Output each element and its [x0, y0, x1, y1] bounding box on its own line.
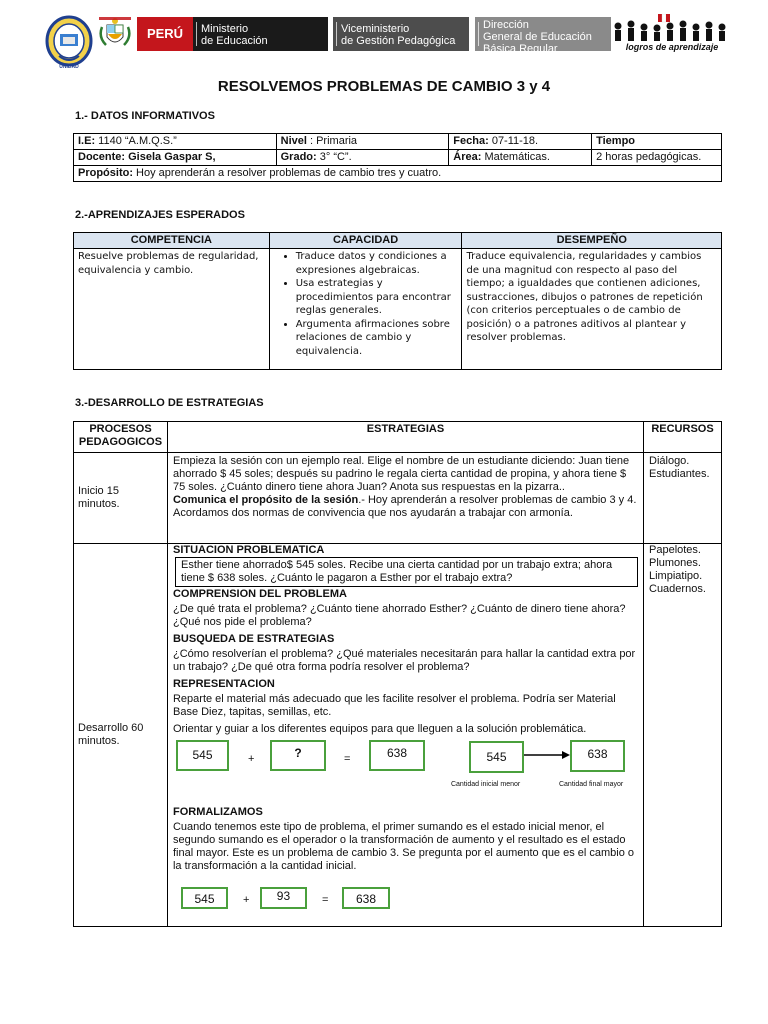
ministerio-label	[193, 17, 328, 51]
grado-cell	[276, 150, 449, 166]
section-1-heading: 1.- DATOS INFORMATIVOS	[75, 110, 215, 122]
table-row	[74, 166, 722, 182]
eq1-equals: =	[343, 753, 351, 765]
recurso-item: Estudiantes.	[649, 468, 710, 480]
table-row-inicio	[74, 453, 722, 544]
representacion-label: REPRESENTACION	[172, 678, 275, 690]
eq1-plus: +	[247, 753, 255, 765]
aprendizajes-table	[73, 232, 722, 370]
situacion-box: Esther tiene ahorrado$ 545 soles. Recibe una cierta cantidad por un trabajo extra; ahora tiene $ 638 soles. ¿Cuánto le pagaron a Esther por el trabajo extra?	[175, 557, 638, 587]
section-3-heading: 3.-DESARROLLO DE ESTRATEGIAS	[75, 397, 264, 409]
flow-box-final: 638	[570, 740, 625, 772]
column-header-estrategias: ESTRATEGIAS	[167, 422, 643, 453]
comunica-texto: .- Hoy aprenderán a resolver problemas de cambio 3 y 4. Acordamos dos normas de convivencia que nos ayudarán a trabajar con armonía.	[172, 494, 637, 519]
column-header-desempeno: DESEMPEÑO	[462, 233, 722, 249]
direccion-line-2: General de Educación	[483, 31, 592, 43]
eq1-box-c: 638	[369, 740, 425, 771]
nivel-label: Nivel	[280, 135, 307, 147]
eq2-equals: =	[321, 894, 329, 906]
tiempo-value: 2 horas pedagógicas.	[596, 151, 702, 163]
busqueda-label: BUSQUEDA DE ESTRATEGIAS	[172, 633, 335, 645]
flow-label-final: Cantidad final mayor	[558, 781, 624, 788]
busqueda-texto: ¿Cómo resolverían el problema? ¿Qué materiales necesitarán para hallar la cantidad extra por un trabajo? ¿De qué otra forma podría resolver el problema?	[172, 648, 636, 673]
table-row	[74, 249, 722, 370]
viceministerio-line-1: Viceministerio	[341, 23, 410, 35]
viceministerio-line-2: de Gestión Pedagógica	[341, 35, 456, 47]
column-header-competencia: COMPETENCIA	[74, 233, 270, 249]
direccion-line-1: Dirección	[483, 19, 529, 31]
fecha-value: 07-11-18.	[488, 135, 539, 147]
ministerio-line-2: de Educación	[201, 35, 268, 47]
desarrollo-proceso: Desarrollo 60 minutos.	[74, 544, 168, 927]
seal-text: UNIDAD	[59, 64, 79, 70]
inicio-proceso: Inicio 15 minutos.	[74, 453, 168, 544]
tiempo-label-cell	[592, 134, 722, 150]
formalizamos-texto: Cuando tenemos este tipo de problema, el primer sumando es el estado inicial menor, el segundo sumando es el operador o la transformación de aumento y el resultado es el estado final mayor. Este es un problema de cambio 3. Se pregunta por el aumento que es el cambio o la transformación a la cantidad inicial.	[172, 821, 635, 872]
page-title: RESOLVEMOS PROBLEMAS DE CAMBIO 3 y 4	[217, 78, 551, 95]
area-cell	[449, 150, 592, 166]
viceministerio-label	[333, 17, 469, 51]
inicio-texto: Empieza la sesión con un ejemplo real. Elige el nombre de un estudiante diciendo: Juan tiene ahorrado $ 45 soles; después su padrino le regala cierta cantidad de propina, y ahora tiene $ 75 soles. ¿Cuánto dinero tiene ahora Juan? Anota sus respuestas en la pizarra..	[172, 455, 630, 493]
comprension-texto: ¿De qué trata el problema? ¿Cuánto tiene ahorrado Esther? ¿Cuánto de dinero tiene ahora? ¿Qué nos pide el problema?	[172, 603, 626, 628]
comprension-label: COMPRENSION DEL PROBLEMA	[172, 588, 347, 600]
eq1-box-b: ?	[270, 740, 326, 771]
desempeno-cell: Traduce equivalencia, regularidades y cambios de una magnitud con respecto al paso del tiempo; a igualdades que contienen adiciones, sustracciones, dibujos o patrones de repetición (con criterios perceptuales o de cambio de posición) o a patrones aditivos al plantear y resolver problemas.	[462, 249, 722, 370]
eq1-box-a: 545	[176, 740, 229, 771]
section-2-heading: 2.-APRENDIZAJES ESPERADOS	[75, 209, 245, 221]
table-row-desarrollo	[74, 544, 722, 927]
column-header-capacidad: CAPACIDAD	[269, 233, 462, 249]
table-row	[74, 134, 722, 150]
eq2-box-a: 545	[181, 887, 228, 909]
representacion-texto: Reparte el material más adecuado que les facilite resolver el problema. Podría ser Material Base Diez, tapitas, semillas, etc.	[172, 693, 616, 718]
fecha-label: Fecha:	[453, 135, 489, 147]
table-row	[74, 150, 722, 166]
ministerio-line-1: Ministerio	[201, 23, 249, 35]
institution-seal	[45, 14, 93, 72]
area-value: Matemáticas.	[481, 151, 550, 163]
estrategias-table	[73, 421, 722, 927]
eq2-plus: +	[242, 894, 250, 906]
proposito-label: Propósito:	[78, 167, 133, 179]
tiempo-label: Tiempo	[596, 135, 636, 147]
grado-value: 3° “C”.	[316, 151, 352, 163]
recurso-item: Limpiatipo.	[649, 570, 703, 582]
list-item: • Argumenta afirmaciones sobre relaciones de cambio y equivalencia.	[296, 318, 458, 359]
peru-label: PERÚ	[137, 17, 193, 51]
desarrollo-estrategia	[167, 544, 643, 927]
inicio-recursos	[644, 453, 722, 544]
flow-box-inicial: 545	[469, 741, 524, 773]
docente-cell	[74, 150, 277, 166]
fecha-cell	[449, 134, 592, 150]
tiempo-value-cell	[592, 150, 722, 166]
arrow-right-icon	[524, 748, 570, 762]
situacion-label: SITUACION PROBLEMATICA	[172, 544, 325, 556]
recurso-item: Cuadernos.	[649, 583, 706, 595]
comunica-label: Comunica el propósito de la sesión	[172, 494, 359, 506]
capacidad-list	[274, 250, 458, 358]
flow-label-inicial: Cantidad inicial menor	[450, 781, 521, 788]
direccion-line-3: Básica Regular	[483, 43, 558, 55]
desarrollo-recursos	[644, 544, 722, 927]
grado-label: Grado:	[280, 151, 317, 163]
proposito-cell	[74, 166, 722, 182]
column-header-procesos: PROCESOS PEDAGOGICOS	[74, 422, 168, 453]
formalizamos-label: FORMALIZAMOS	[172, 806, 263, 818]
ie-cell	[74, 134, 277, 150]
ie-value: 1140 “A.M.Q.S.”	[95, 135, 177, 147]
proposito-value: Hoy aprenderán a resolver problemas de cambio tres y cuatro.	[133, 167, 442, 179]
inicio-estrategia	[167, 453, 643, 544]
logros-logo-text: logros de aprendizaje	[625, 42, 719, 52]
recurso-item: Diálogo.	[649, 455, 690, 467]
capacidad-cell	[269, 249, 462, 370]
eq2-box-c: 638	[342, 887, 390, 909]
eq2-box-b: 93	[260, 887, 307, 909]
recurso-item: Plumones.	[649, 557, 701, 569]
competencia-cell: Resuelve problemas de regularidad, equivalencia y cambio.	[74, 249, 270, 370]
nivel-cell	[276, 134, 449, 150]
direccion-label	[475, 17, 611, 55]
logros-aprendizaje-logo	[612, 14, 732, 56]
table-header-row	[74, 422, 722, 453]
list-item: • Usa estrategias y procedimientos para encontrar reglas generales.	[296, 277, 458, 318]
peru-coat-of-arms-icon	[96, 15, 134, 53]
nivel-value: : Primaria	[306, 135, 358, 147]
orientar-texto: Orientar y guiar a los diferentes equipos para que lleguen a la solución problemática.	[172, 723, 587, 735]
column-header-recursos: RECURSOS	[644, 422, 722, 453]
datos-informativos-table	[73, 133, 722, 182]
ie-label: I.E:	[78, 135, 96, 147]
table-header-row	[74, 233, 722, 249]
docente-label: Docente: Gisela Gaspar S,	[78, 151, 216, 163]
area-label: Área:	[453, 151, 482, 163]
list-item: • Traduce datos y condiciones a expresiones algebraicas.	[296, 250, 458, 277]
recurso-item: Papelotes.	[649, 544, 701, 556]
comunica-paragraph	[173, 494, 638, 520]
